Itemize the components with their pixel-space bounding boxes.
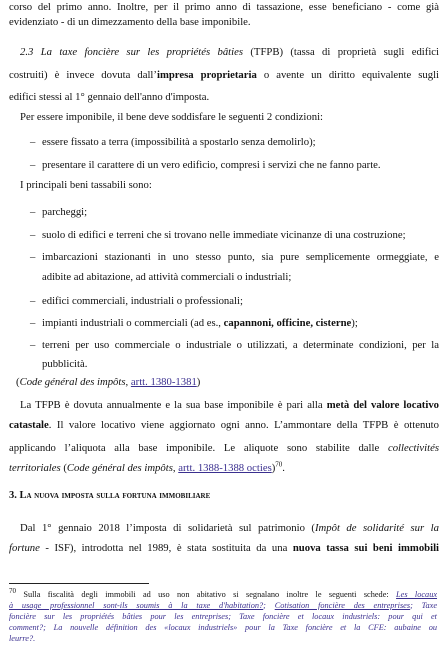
text-run: ; bbox=[43, 623, 54, 632]
footnote-separator bbox=[9, 583, 149, 584]
text-run: essere fissato a terra (impossibilità a spostarlo senza demolirlo); bbox=[42, 136, 316, 148]
text-run: ); bbox=[351, 317, 358, 329]
italic-term: territoriales bbox=[9, 462, 61, 474]
heading-text: 3. La nuova imposta sulla fortuna immobiliare bbox=[9, 490, 211, 501]
bold-term: impresa proprietaria bbox=[156, 69, 257, 81]
base-paragraph-line bbox=[9, 461, 439, 475]
text-run: . Il valore locativo viene aggiornato ogni anno. L’ammontare della TFPB è ottenuto bbox=[48, 419, 439, 431]
footnote-line bbox=[9, 623, 437, 634]
text-run: o avente un diritto equivalente sugli bbox=[263, 69, 440, 81]
list-item-continuation bbox=[42, 270, 445, 284]
text-run: terreni per uso commerciale o industriale o utilizzati, a determinate condizioni, per la bbox=[42, 339, 439, 351]
section3-paragraph-line bbox=[20, 521, 439, 535]
text-run: imbarcazioni stazionanti in uno stesso punto, sia pure semplicemente ormeggiate, e bbox=[42, 251, 439, 263]
italic-term: collectivités bbox=[387, 442, 439, 454]
text-run: ; bbox=[263, 601, 266, 610]
list-item-continuation bbox=[42, 357, 445, 371]
text-run: ; bbox=[410, 601, 422, 610]
text-run: . bbox=[282, 462, 285, 474]
tfpb-paragraph-line bbox=[9, 90, 439, 104]
text-run: adibite ad abitazione, ad attività commerciali o industriali; bbox=[42, 271, 292, 283]
body-text-line bbox=[9, 15, 439, 29]
footnote-link[interactable]: Les locaux bbox=[396, 590, 438, 599]
articles-link[interactable]: artt. 1380-1381 bbox=[130, 376, 197, 388]
text-run: , bbox=[125, 376, 131, 388]
dash-bullet: – bbox=[30, 136, 36, 148]
base-paragraph-line bbox=[20, 398, 439, 412]
dash-bullet: – bbox=[30, 159, 36, 171]
footnote-line bbox=[9, 587, 438, 601]
text-run: ) bbox=[271, 462, 276, 474]
footnote-item: La nouvelle définition des «locaux industriels» pour la Taxe foncière et la CFE: aubaine ou bbox=[53, 623, 437, 632]
bold-term: catastale bbox=[9, 419, 49, 431]
text-run: edifici commerciali, industriali o professionali; bbox=[42, 295, 243, 307]
list-item bbox=[30, 158, 445, 172]
base-paragraph-line bbox=[9, 441, 439, 455]
bold-term: metà del valore locativo bbox=[326, 399, 440, 411]
tfpb-paragraph-line bbox=[20, 45, 439, 59]
text-run: Per essere imponibile, il bene deve soddisfare le seguenti 2 condizioni: bbox=[20, 111, 324, 123]
code-name: Code général des impôts bbox=[19, 376, 126, 388]
list-item bbox=[30, 338, 439, 352]
dash-bullet: – bbox=[30, 251, 36, 263]
text-run: parcheggi; bbox=[42, 206, 88, 218]
text-run: Sulla fiscalità degli immobili ad uso non abitativo si segnalano inoltre le seguenti schede: bbox=[23, 590, 389, 599]
text-run: edifici stessi al 1° gennaio dell'anno d'imposta. bbox=[9, 91, 210, 103]
list-item bbox=[30, 228, 445, 242]
dash-bullet: – bbox=[30, 317, 36, 329]
dash-bullet: – bbox=[30, 206, 36, 218]
italic-term: fortune bbox=[9, 542, 40, 554]
dash-bullet: – bbox=[30, 295, 36, 307]
citation bbox=[16, 375, 445, 389]
text-run: La TFPB è dovuta annualmente e la sua base imponibile è pari alla bbox=[20, 399, 323, 411]
section-title: La taxe foncière sur les propriétés bâties bbox=[40, 46, 244, 58]
list-item bbox=[30, 205, 445, 219]
text-run: suolo di edifici e terreni che si trovano nelle immediate vicinanze di una costruzione; bbox=[42, 229, 406, 241]
dash-bullet: – bbox=[30, 339, 36, 351]
text-run: evidenziato - di un dimezzamento della base imponibile. bbox=[9, 16, 251, 28]
text-run: - ISF), introdotta nel 1989, è stata sostituita da una bbox=[45, 542, 288, 554]
text-run: corso del primo anno. Inoltre, per il primo anno di tassazione, esse beneficiano - come già bbox=[9, 1, 439, 13]
footnote-ref[interactable]: 70 bbox=[275, 460, 283, 469]
text-run: ( bbox=[63, 462, 67, 474]
text-run: ; bbox=[228, 612, 240, 621]
body-text-line bbox=[9, 0, 439, 14]
footnote-line bbox=[9, 601, 437, 612]
section-number: 2.3 bbox=[20, 46, 34, 58]
text-run: impianti industriali o commerciali (ad es., bbox=[42, 317, 221, 329]
list-item bbox=[30, 316, 445, 330]
footnote-link[interactable]: Cotisation foncière des entreprises bbox=[274, 601, 411, 610]
text-run: . bbox=[33, 634, 36, 643]
assets-intro bbox=[20, 178, 445, 192]
text-run: applicando l’aliquota alla base imponibile. Le aliquote sono stabilite dalle bbox=[9, 442, 380, 454]
text-run: pubblicità. bbox=[42, 358, 88, 370]
list-item bbox=[30, 294, 445, 308]
conditions-intro bbox=[20, 110, 445, 124]
footnote-link[interactable]: à usage professionnel sont-ils soumis à la taxe d'habitation? bbox=[9, 601, 264, 610]
bold-term: capannoni, officine, cisterne bbox=[223, 317, 352, 329]
text-run: ( bbox=[16, 376, 20, 388]
code-name: Code général des impôts bbox=[66, 462, 173, 474]
text-run: , bbox=[172, 462, 179, 474]
text-run: presentare il carattere di un vero edificio, compresi i servizi che ne fanno parte. bbox=[42, 159, 381, 171]
footnote-item: leurre? bbox=[9, 634, 34, 643]
list-item bbox=[30, 135, 445, 149]
text-run: I principali beni tassabili sono: bbox=[20, 179, 152, 191]
footnote-item: foncière sur les propriétés bâties pour les entreprises bbox=[9, 612, 229, 621]
italic-term: Impôt de solidarité sur la bbox=[314, 522, 439, 534]
footnote-item: Taxe foncière et locaux industriels: pour qui et bbox=[239, 612, 437, 621]
section3-paragraph-line bbox=[9, 541, 439, 555]
list-item bbox=[30, 250, 439, 264]
text-run: Dal 1° gennaio 2018 l’imposta di solidarietà sul patrimonio ( bbox=[20, 522, 315, 534]
dash-bullet: – bbox=[30, 229, 36, 241]
footnote-line bbox=[9, 634, 437, 645]
footnote-item: Taxe bbox=[421, 601, 438, 610]
text-run: (TFPB) (tassa di proprietà sugli edifici bbox=[250, 46, 440, 58]
text-run: costruiti) è invece dovuta dall’ bbox=[9, 69, 157, 81]
section-heading bbox=[9, 489, 439, 503]
footnote-line bbox=[9, 612, 437, 623]
bold-term: nuova tassa sui beni immobili bbox=[292, 542, 440, 554]
footnote-number: 70 bbox=[9, 587, 16, 596]
tfpb-paragraph-line bbox=[9, 68, 439, 82]
articles-link[interactable]: artt. 1388-1388 octies bbox=[178, 462, 272, 474]
footnote-item: comment? bbox=[9, 623, 44, 632]
text-run: ) bbox=[196, 376, 201, 388]
base-paragraph-line bbox=[9, 418, 439, 432]
